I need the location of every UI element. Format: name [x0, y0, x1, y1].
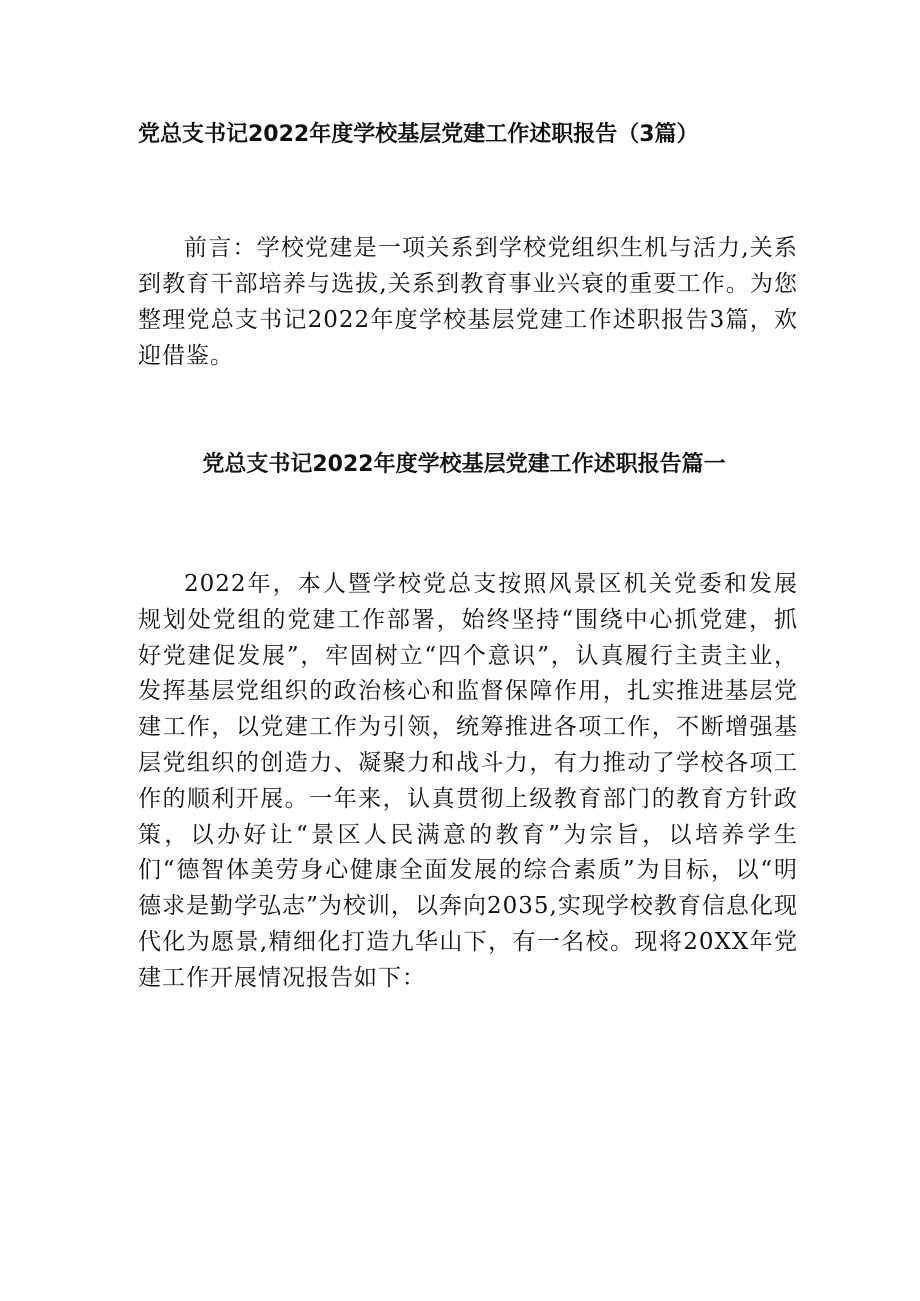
- body-paragraph: 2022年，本人暨学校党总支按照风景区机关党委和发展规划处党组的党建工作部署，始终坚持“围绕中心抓党建，抓好党建促发展”，牢固树立“四个意识”，认真履行主责主业，发挥基层党组织的政治核心和监督保障作用，扎实推进基层党建工作，以党建工作为引领，统筹推进各项工作，不断增强基层党组织的创造力、凝聚力和战斗力，有力推动了学校各项工作的顺利开展。一年来，认真贯彻上级教育部门的教育方针政策，以办好让“景区人民满意的教育”为宗旨，以培养学生们“德智体美劳身心健康全面发展的综合素质”为目标，以“明德求是勤学弘志”为校训，以奔向2035,实现学校教育信息化现代化为愿景,精细化打造九华山下，有一名校。现将20XX年党建工作开展情况报告如下：: [138, 571, 798, 991]
- section-title: 党总支书记2022年度学校基层党建工作述职报告篇一: [202, 452, 726, 477]
- preface-paragraph: 前言：学校党建是一项关系到学校党组织生机与活力,关系到教育干部培养与选拔,关系到教育事业兴衰的重要工作。为您整理党总支书记2022年度学校基层党建工作述职报告3篇，欢迎借鉴。: [138, 235, 798, 369]
- document-title: 党总支书记2022年度学校基层党建工作述职报告（3篇）: [138, 122, 699, 147]
